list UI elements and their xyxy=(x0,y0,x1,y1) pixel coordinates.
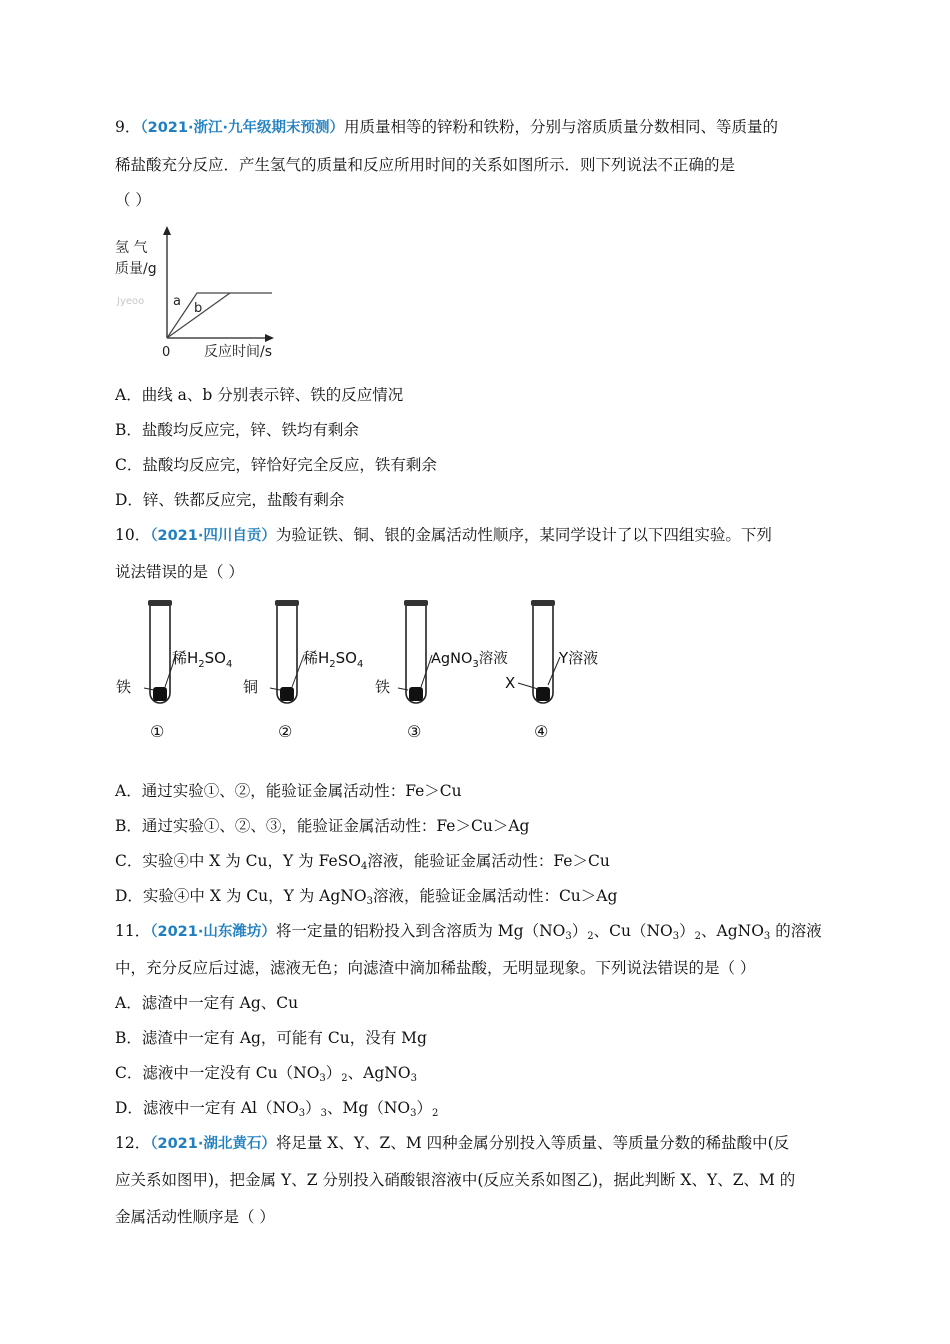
q9-number: 9． xyxy=(115,118,141,136)
q9-line2: 稀盐酸充分反应．产生氢气的质量和反应所用时间的关系如图所示．则下列说法不正确的是 xyxy=(115,156,736,174)
q9-option-b: B．盐酸均反应完，锌、铁均有剩余 xyxy=(115,421,359,439)
q10-number: 10． xyxy=(115,526,151,544)
q11-option-c: C．滤液中一定没有 $Cu(NO_3)_2$、AgNO$_3$ xyxy=(115,1064,417,1084)
tube-1 xyxy=(116,600,232,741)
q10-option-c: C．实验④中 X 为 Cu，Y 为 FeSO$_4$溶液，能验证金属活动性：Fe＞Cu xyxy=(115,852,610,872)
tube-2-label: ② xyxy=(278,722,293,741)
q11-number: 11． xyxy=(115,922,151,940)
q10-text-1: 为验证铁、铜、银的金属活动性顺序，某同学设计了以下四组实验。下列 xyxy=(275,526,772,544)
watermark: Jyeoo xyxy=(117,296,145,307)
curve-b-label: b xyxy=(194,301,203,316)
tube-4-label: ④ xyxy=(534,722,549,741)
q10-tubes-figure xyxy=(112,595,622,745)
q9-option-c: C．盐酸均反应完，锌恰好完全反应，铁有剩余 xyxy=(115,456,437,474)
x-axis-arrow xyxy=(265,334,274,342)
q9-option-a: A．曲线 a、b 分别表示锌、铁的反应情况 xyxy=(115,386,404,404)
q12-line3: 金属活动性顺序是（ ） xyxy=(115,1208,275,1226)
q9-source: （2021·浙江·九年级期末预测） xyxy=(140,120,344,136)
q10-line1 xyxy=(115,525,772,546)
q10-option-a: A．通过实验①、②，能验证金属活动性：Fe＞Cu xyxy=(115,782,462,800)
q11-option-b: B．滤渣中一定有 Ag，可能有 Cu，没有 Mg xyxy=(115,1029,427,1047)
q11-source: （2021·山东潍坊） xyxy=(150,924,276,940)
y-label-2: 质量/g xyxy=(115,261,157,277)
tube-3-solution: AgNO$_3$溶液 xyxy=(431,651,508,670)
q11-line2: 中，充分反应后过滤，滤液无色；向滤渣中滴加稀盐酸，无明显现象。下列说法错误的是（ ） xyxy=(115,959,756,977)
q11-option-d: D．滤液中一定有 $Al(NO_3)_3$、$Mg(NO_3)_2$ xyxy=(115,1099,439,1119)
tube-4 xyxy=(505,600,598,741)
q12-source: （2021·湖北黄石） xyxy=(150,1136,276,1152)
tube-2-metal: 铜 xyxy=(243,678,259,696)
q9-line1 xyxy=(115,117,778,138)
q9-blank: （ ） xyxy=(115,191,151,209)
tube-3-metal: 铁 xyxy=(375,678,391,696)
origin-label: 0 xyxy=(162,345,171,360)
curve-a xyxy=(167,293,272,338)
q11-option-a: A．滤渣中一定有 Ag、Cu xyxy=(115,994,299,1012)
q9-text-1: 用质量相等的锌粉和铁粉，分别与溶质质量分数相同、等质量的 xyxy=(344,118,779,136)
tube-3 xyxy=(375,600,508,741)
curve-a-label: a xyxy=(173,294,181,309)
q11-line1: 11．（2021·山东潍坊）将一定量的铝粉投入到含溶质为 $Mg(NO_3)_2$、$Cu(NO_3)_2$、AgNO$_3$ 的溶液 xyxy=(115,922,822,942)
y-label-1: 氢 气 xyxy=(115,240,148,256)
tube-1-solution: 稀$H_2SO_4$ xyxy=(172,649,233,670)
tube-2 xyxy=(243,600,363,741)
q12-line1 xyxy=(115,1133,789,1154)
q12-line2: 应关系如图甲)，把金属 Y、Z 分别投入硝酸银溶液中(反应关系如图乙)，据此判断 X、Y、Z、M 的 xyxy=(115,1171,796,1189)
q10-source: （2021·四川自贡） xyxy=(150,528,276,544)
q10-option-b: B．通过实验①、②、③，能验证金属活动性：Fe＞Cu＞Ag xyxy=(115,817,530,835)
x-label: 反应时间/s xyxy=(204,344,273,360)
q12-text-1: 将足量 X、Y、Z、M 四种金属分别投入等质量、等质量分数的稀盐酸中(反 xyxy=(275,1134,790,1152)
tube-3-label: ③ xyxy=(407,722,422,741)
tube-4-metal: X xyxy=(505,674,516,692)
tube-2-solution: 稀$H_2SO_4$ xyxy=(303,649,364,670)
q9-graph xyxy=(112,222,292,362)
q9-option-d: D．锌、铁都反应完，盐酸有剩余 xyxy=(115,491,345,509)
q10-option-d: D．实验④中 X 为 Cu，Y 为 AgNO$_3$溶液，能验证金属活动性：Cu＞Ag xyxy=(115,887,618,907)
q10-line2: 说法错误的是（ ） xyxy=(115,563,244,581)
q12-number: 12． xyxy=(115,1134,151,1152)
tube-1-metal: 铁 xyxy=(116,678,132,696)
y-axis-arrow xyxy=(163,226,171,235)
tube-4-solution: Y溶液 xyxy=(559,649,599,667)
tube-1-label: ① xyxy=(150,722,165,741)
